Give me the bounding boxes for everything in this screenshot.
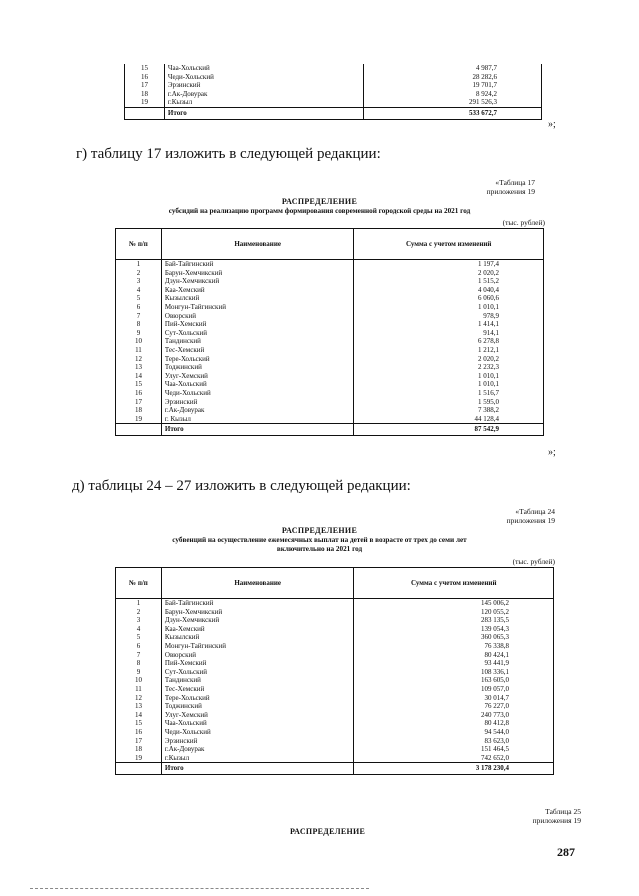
table-row bbox=[116, 608, 554, 617]
row-sum: 30 014,7 bbox=[354, 694, 554, 703]
table-row bbox=[116, 260, 544, 269]
footer-rule bbox=[30, 888, 369, 889]
row-name: г.Ак-Довурак bbox=[164, 90, 363, 99]
table-row bbox=[125, 98, 542, 107]
row-sum: 83 623,0 bbox=[354, 737, 554, 746]
table-row bbox=[125, 81, 542, 90]
total-sum: 533 672,7 bbox=[364, 107, 542, 119]
table-row bbox=[116, 415, 544, 424]
row-sum: 6 278,8 bbox=[354, 337, 544, 346]
section-g-appendix: приложения 19 bbox=[486, 187, 535, 196]
row-sum: 151 464,5 bbox=[354, 745, 554, 754]
row-name: Монгун-Тайгинский bbox=[161, 303, 354, 312]
row-sum: 19 701,7 bbox=[364, 81, 542, 90]
row-number: 10 bbox=[116, 337, 162, 346]
section-d-heading: д) таблицы 24 – 27 изложить в следующей редакции: bbox=[72, 478, 411, 494]
row-name: г. Кызыл bbox=[161, 415, 354, 424]
table-row bbox=[116, 694, 554, 703]
table-row bbox=[116, 312, 544, 321]
total-sum: 3 178 230,4 bbox=[354, 763, 554, 775]
row-sum: 1 010,1 bbox=[354, 303, 544, 312]
row-name: Тере-Хольский bbox=[161, 694, 354, 703]
table-row bbox=[116, 754, 554, 763]
row-sum: 8 924,2 bbox=[364, 90, 542, 99]
col-number-header: № п/п bbox=[116, 229, 162, 260]
table-24 bbox=[115, 567, 554, 775]
row-sum: 93 441,9 bbox=[354, 659, 554, 668]
row-name: Чаа-Хольский bbox=[161, 380, 354, 389]
section-g-heading: г) таблицу 17 изложить в следующей редакции: bbox=[76, 146, 381, 162]
row-sum: 80 412,8 bbox=[354, 719, 554, 728]
row-sum: 94 544,0 bbox=[354, 728, 554, 737]
row-sum: 742 652,0 bbox=[354, 754, 554, 763]
row-sum: 145 006,2 bbox=[354, 599, 554, 608]
row-sum: 2 020,2 bbox=[354, 355, 544, 364]
table-row bbox=[116, 633, 554, 642]
row-name: Чеди-Хольский bbox=[164, 73, 363, 82]
row-name: Барун-Хемчикский bbox=[161, 608, 354, 617]
row-name: Овюрский bbox=[161, 312, 354, 321]
row-sum: 1 515,2 bbox=[354, 277, 544, 286]
table-row bbox=[116, 676, 554, 685]
row-sum: 120 055,2 bbox=[354, 608, 554, 617]
row-number: 18 bbox=[125, 90, 165, 99]
row-sum: 2 020,2 bbox=[354, 269, 544, 278]
total-sum: 87 542,9 bbox=[354, 424, 544, 436]
row-name: г.Ак-Довурак bbox=[161, 406, 354, 415]
row-number: 9 bbox=[116, 668, 162, 677]
row-sum: 163 605,0 bbox=[354, 676, 554, 685]
total-label: Итого bbox=[161, 763, 354, 775]
row-number: 2 bbox=[116, 269, 162, 278]
row-number: 18 bbox=[116, 745, 162, 754]
row-number: 11 bbox=[116, 685, 162, 694]
row-name: Тес-Хемский bbox=[161, 346, 354, 355]
table-row bbox=[116, 277, 544, 286]
table-row bbox=[116, 599, 554, 608]
row-name: Овюрский bbox=[161, 651, 354, 660]
row-sum: 1 010,1 bbox=[354, 372, 544, 381]
row-sum: 1 010,1 bbox=[354, 380, 544, 389]
row-name: Каа-Хемский bbox=[161, 625, 354, 634]
total-row bbox=[125, 107, 542, 119]
row-sum: 1 212,1 bbox=[354, 346, 544, 355]
row-number: 19 bbox=[125, 98, 165, 107]
row-number: 3 bbox=[116, 616, 162, 625]
row-sum: 914,1 bbox=[354, 329, 544, 338]
row-sum: 44 128,4 bbox=[354, 415, 544, 424]
row-name: Чеди-Хольский bbox=[161, 389, 354, 398]
row-sum: 109 057,0 bbox=[354, 685, 554, 694]
next-title: РАСПРЕДЕЛЕНИЕ bbox=[290, 827, 366, 836]
row-name: Тес-Хемский bbox=[161, 685, 354, 694]
row-number: 5 bbox=[116, 294, 162, 303]
total-label: Итого bbox=[161, 424, 354, 436]
row-number: 19 bbox=[116, 415, 162, 424]
section-d-subtitle-1: субвенций на осуществление ежемесячных выплат на детей в возрасте от трех до семи лет bbox=[172, 536, 467, 544]
row-number: 19 bbox=[116, 754, 162, 763]
row-number: 16 bbox=[116, 728, 162, 737]
section-g-close: »; bbox=[548, 447, 556, 458]
row-number: 17 bbox=[116, 737, 162, 746]
row-sum: 1 516,7 bbox=[354, 389, 544, 398]
total-number-cell bbox=[116, 424, 162, 436]
row-sum: 1 197,4 bbox=[354, 260, 544, 269]
table-row bbox=[116, 685, 554, 694]
row-name: Дзун-Хемчикский bbox=[161, 616, 354, 625]
row-sum: 6 060,6 bbox=[354, 294, 544, 303]
row-number: 9 bbox=[116, 329, 162, 338]
row-sum: 240 773,0 bbox=[354, 711, 554, 720]
row-number: 15 bbox=[125, 64, 165, 73]
row-number: 7 bbox=[116, 312, 162, 321]
row-name: Улуг-Хемский bbox=[161, 372, 354, 381]
table-row bbox=[116, 625, 554, 634]
table-row bbox=[116, 719, 554, 728]
row-name: Тере-Хольский bbox=[161, 355, 354, 364]
table-row bbox=[116, 668, 554, 677]
row-number: 7 bbox=[116, 651, 162, 660]
table-row bbox=[116, 745, 554, 754]
row-sum: 108 336,1 bbox=[354, 668, 554, 677]
top-table bbox=[124, 64, 542, 120]
row-name: Чаа-Хольский bbox=[164, 64, 363, 73]
table-row bbox=[116, 616, 554, 625]
row-number: 2 bbox=[116, 608, 162, 617]
total-row bbox=[116, 424, 544, 436]
row-sum: 1 414,1 bbox=[354, 320, 544, 329]
section-d-title: РАСПРЕДЕЛЕНИЕ bbox=[281, 526, 358, 535]
table-row bbox=[116, 355, 544, 364]
table-row bbox=[116, 380, 544, 389]
row-number: 16 bbox=[125, 73, 165, 82]
row-number: 4 bbox=[116, 286, 162, 295]
row-sum: 80 424,1 bbox=[354, 651, 554, 660]
table-row bbox=[116, 711, 554, 720]
row-number: 13 bbox=[116, 702, 162, 711]
table-row bbox=[116, 329, 544, 338]
table-row bbox=[116, 294, 544, 303]
table-row bbox=[116, 389, 544, 398]
row-number: 8 bbox=[116, 320, 162, 329]
section-d-table-no: «Таблица 24 bbox=[515, 507, 555, 516]
row-sum: 28 282,6 bbox=[364, 73, 542, 82]
row-number: 16 bbox=[116, 389, 162, 398]
table-row bbox=[116, 346, 544, 355]
row-sum: 360 065,3 bbox=[354, 633, 554, 642]
row-number: 6 bbox=[116, 303, 162, 312]
table-row bbox=[116, 651, 554, 660]
table-row bbox=[116, 372, 544, 381]
col-number-header: № п/п bbox=[116, 568, 162, 599]
row-sum: 978,9 bbox=[354, 312, 544, 321]
row-number: 14 bbox=[116, 372, 162, 381]
row-name: Барун-Хемчикский bbox=[161, 269, 354, 278]
section-d-units: (тыс. рублей) bbox=[512, 557, 555, 566]
row-number: 12 bbox=[116, 355, 162, 364]
table-row bbox=[116, 269, 544, 278]
row-name: Эрзинский bbox=[164, 81, 363, 90]
table-row bbox=[116, 337, 544, 346]
row-sum: 139 054,3 bbox=[354, 625, 554, 634]
table-row bbox=[116, 728, 554, 737]
row-name: Тоджинский bbox=[161, 363, 354, 372]
row-name: Тандинский bbox=[161, 337, 354, 346]
total-label: Итого bbox=[164, 107, 363, 119]
table-row bbox=[116, 737, 554, 746]
row-number: 5 bbox=[116, 633, 162, 642]
col-sum-header: Сумма с учетом изменений bbox=[354, 229, 544, 260]
row-name: Тандинский bbox=[161, 676, 354, 685]
row-sum: 7 388,2 bbox=[354, 406, 544, 415]
row-sum: 291 526,3 bbox=[364, 98, 542, 107]
row-name: Пий-Хемский bbox=[161, 659, 354, 668]
row-name: Сут-Хольский bbox=[161, 329, 354, 338]
table-row bbox=[116, 303, 544, 312]
row-name: Монгун-Тайгинский bbox=[161, 642, 354, 651]
row-name: Бай-Тайгинский bbox=[161, 599, 354, 608]
section-g-title: РАСПРЕДЕЛЕНИЕ bbox=[281, 197, 358, 206]
row-name: Эрзинский bbox=[161, 398, 354, 407]
row-number: 17 bbox=[116, 398, 162, 407]
section-g-subtitle: субсидий на реализацию программ формирования современной городской среды на 2021 год bbox=[168, 207, 471, 215]
section-d-subtitle-2: включительно на 2021 год bbox=[276, 545, 363, 553]
table-row bbox=[125, 90, 542, 99]
table-row bbox=[116, 642, 554, 651]
col-name-header: Наименование bbox=[161, 568, 354, 599]
section-g-table-no: «Таблица 17 bbox=[495, 178, 535, 187]
row-name: Чеди-Хольский bbox=[161, 728, 354, 737]
row-name: Каа-Хемский bbox=[161, 286, 354, 295]
row-number: 15 bbox=[116, 719, 162, 728]
row-number: 3 bbox=[116, 277, 162, 286]
row-sum: 4 040,4 bbox=[354, 286, 544, 295]
col-sum-header: Сумма с учетом изменений bbox=[354, 568, 554, 599]
row-name: г.Ак-Довурак bbox=[161, 745, 354, 754]
row-number: 12 bbox=[116, 694, 162, 703]
row-number: 18 bbox=[116, 406, 162, 415]
col-name-header: Наименование bbox=[161, 229, 354, 260]
row-sum: 4 987,7 bbox=[364, 64, 542, 73]
table-row bbox=[116, 398, 544, 407]
total-number-cell bbox=[125, 107, 165, 119]
row-number: 17 bbox=[125, 81, 165, 90]
table-row bbox=[116, 286, 544, 295]
next-appendix: приложения 19 bbox=[532, 816, 581, 825]
table-row bbox=[125, 64, 542, 73]
row-name: Кызылский bbox=[161, 294, 354, 303]
table-row bbox=[116, 659, 554, 668]
row-number: 15 bbox=[116, 380, 162, 389]
row-name: Улуг-Хемский bbox=[161, 711, 354, 720]
top-table-close: »; bbox=[548, 119, 556, 130]
row-name: Чаа-Хольский bbox=[161, 719, 354, 728]
table-row bbox=[116, 363, 544, 372]
row-name: Пий-Хемский bbox=[161, 320, 354, 329]
row-name: Эрзинский bbox=[161, 737, 354, 746]
table-row bbox=[125, 73, 542, 82]
row-number: 8 bbox=[116, 659, 162, 668]
row-number: 10 bbox=[116, 676, 162, 685]
row-sum: 1 595,0 bbox=[354, 398, 544, 407]
row-name: г.Кызыл bbox=[164, 98, 363, 107]
section-d-appendix: приложения 19 bbox=[506, 516, 555, 525]
row-number: 1 bbox=[116, 260, 162, 269]
table-row bbox=[116, 320, 544, 329]
row-name: Кызылский bbox=[161, 633, 354, 642]
row-number: 11 bbox=[116, 346, 162, 355]
table-row bbox=[116, 406, 544, 415]
row-name: Бай-Тайгинский bbox=[161, 260, 354, 269]
total-row bbox=[116, 763, 554, 775]
row-number: 4 bbox=[116, 625, 162, 634]
next-table-no: Таблица 25 bbox=[545, 807, 581, 816]
row-number: 6 bbox=[116, 642, 162, 651]
row-name: Сут-Хольский bbox=[161, 668, 354, 677]
row-sum: 76 227,0 bbox=[354, 702, 554, 711]
total-number-cell bbox=[116, 763, 162, 775]
row-sum: 283 135,5 bbox=[354, 616, 554, 625]
page-number: 287 bbox=[557, 845, 575, 859]
table-17 bbox=[115, 228, 544, 436]
row-sum: 76 338,8 bbox=[354, 642, 554, 651]
row-name: Дзун-Хемчикский bbox=[161, 277, 354, 286]
table-row bbox=[116, 702, 554, 711]
row-number: 1 bbox=[116, 599, 162, 608]
row-number: 14 bbox=[116, 711, 162, 720]
row-number: 13 bbox=[116, 363, 162, 372]
row-name: г.Кызыл bbox=[161, 754, 354, 763]
row-name: Тоджинский bbox=[161, 702, 354, 711]
row-sum: 2 232,3 bbox=[354, 363, 544, 372]
section-g-units: (тыс. рублей) bbox=[502, 218, 545, 227]
